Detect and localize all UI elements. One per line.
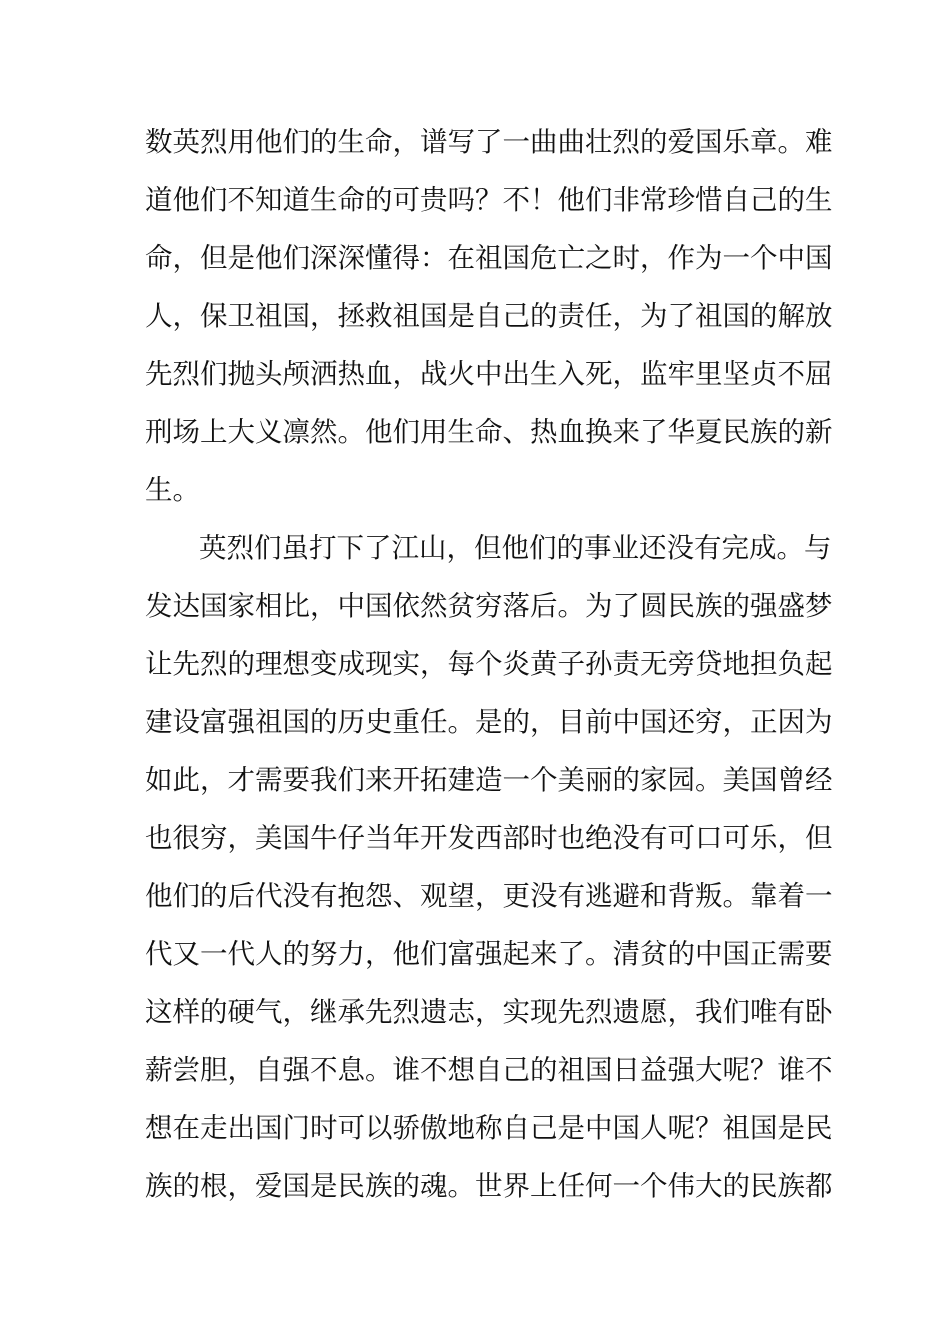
text-line: 也很穷，美国牛仔当年开发西部时也绝没有可口可乐，但: [145, 822, 833, 854]
text-line: 想在走出国门时可以骄傲地称自己是中国人呢？祖国是民: [145, 1112, 833, 1144]
text-line: 道他们不知道生命的可贵吗？不！他们非常珍惜自己的生: [145, 184, 833, 216]
text-line: 英烈们虽打下了江山，但他们的事业还没有完成。与: [199, 532, 832, 564]
text-line: 命，但是他们深深懂得：在祖国危亡之时，作为一个中国: [145, 242, 833, 274]
text-line: 数英烈用他们的生命，谱写了一曲曲壮烈的爱国乐章。难: [145, 126, 833, 158]
text-line: 他们的后代没有抱怨、观望，更没有逃避和背叛。靠着一: [145, 880, 833, 912]
text-line: 薪尝胆，自强不息。谁不想自己的祖国日益强大呢？谁不: [145, 1054, 833, 1086]
text-line: 刑场上大义凛然。他们用生命、热血换来了华夏民族的新: [145, 416, 833, 448]
text-line: 让先烈的理想变成现实，每个炎黄子孙责无旁贷地担负起: [145, 648, 833, 680]
text-line: 建设富强祖国的历史重任。是的，目前中国还穷，正因为: [145, 706, 833, 738]
text-line: 如此，才需要我们来开拓建造一个美丽的家园。美国曾经: [145, 764, 833, 796]
text-line: 生。: [145, 474, 200, 506]
text-line: 先烈们抛头颅洒热血，战火中出生入死，监牢里坚贞不屈: [145, 358, 833, 390]
text-line: 这样的硬气，继承先烈遗志，实现先烈遗愿，我们唯有卧: [145, 996, 833, 1028]
text-line: 人，保卫祖国，拯救祖国是自己的责任，为了祖国的解放: [145, 300, 833, 332]
text-line: 族的根，爱国是民族的魂。世界上任何一个伟大的民族都: [145, 1170, 833, 1202]
text-line: 代又一代人的努力，他们富强起来了。清贫的中国正需要: [145, 938, 833, 970]
text-line: 发达国家相比，中国依然贫穷落后。为了圆民族的强盛梦: [145, 590, 833, 622]
